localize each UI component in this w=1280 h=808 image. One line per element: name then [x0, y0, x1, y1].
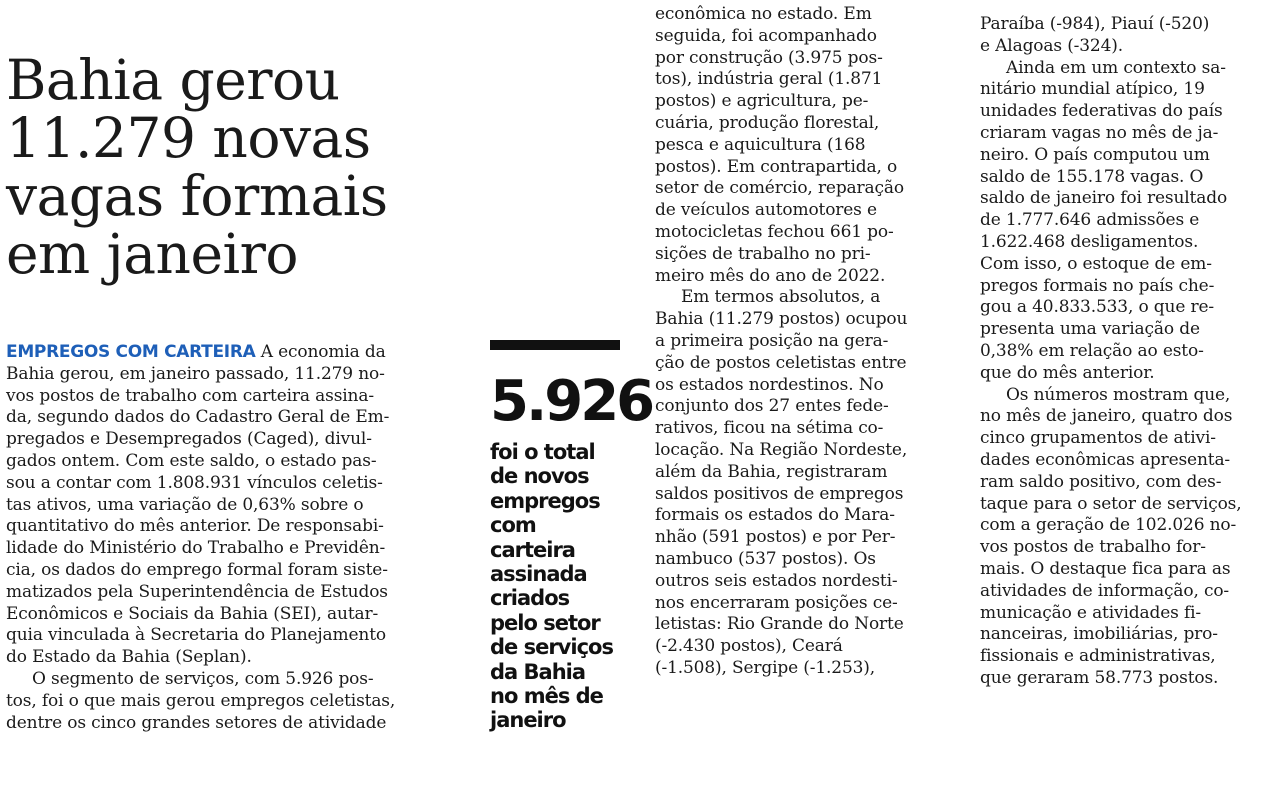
article-line: fissionais e administrativas, — [980, 646, 1216, 667]
article-line: saldos positivos de empregos — [655, 483, 904, 504]
article-line: postos) e agricultura, pe- — [655, 91, 869, 112]
pull-quote-line: assinada — [490, 562, 587, 587]
article-line: presenta uma variação de — [980, 319, 1200, 340]
article-line: além da Bahia, registraram — [655, 461, 888, 482]
article-line: vos postos de trabalho com carteira assina- — [6, 385, 374, 406]
headline-line: 11.279 novas — [6, 105, 371, 170]
article-line: outros seis estados nordesti- — [655, 570, 898, 591]
article-line: os estados nordestinos. No — [655, 374, 884, 395]
article-line: gou a 40.833.533, o que re- — [980, 297, 1214, 318]
article-line: Os números mostram que, — [1006, 384, 1231, 405]
article-line: nanceiras, imobiliárias, pro- — [980, 624, 1218, 645]
article-line: do Estado da Bahia (Seplan). — [6, 647, 252, 668]
article-line: saldo de janeiro foi resultado — [980, 188, 1228, 209]
article-line: econômica no estado. Em — [655, 4, 872, 24]
article-line: vos postos de trabalho for- — [980, 537, 1206, 558]
pull-quote-text — [490, 440, 630, 733]
pull-quote-line: foi o total — [490, 440, 595, 464]
pull-quote-line: empregos — [490, 488, 600, 513]
article-line: ram saldo positivo, com des- — [980, 471, 1222, 492]
pull-quote-line: de serviços — [490, 635, 613, 660]
article-line: de 1.777.646 admissões e — [980, 210, 1200, 231]
article-line: atividades de informação, co- — [980, 580, 1230, 601]
article-line: setor de comércio, reparação — [655, 178, 904, 199]
article-line: taque para o setor de serviços, — [980, 493, 1242, 514]
article-line: cia, os dados do emprego formal foram siste- — [6, 559, 388, 580]
article-line: nitário mundial atípico, 19 — [980, 79, 1205, 100]
article-line: que do mês anterior. — [980, 362, 1155, 383]
article-line: da, segundo dados do Cadastro Geral de Em- — [6, 407, 390, 428]
article-line: conjunto dos 27 entes fede- — [655, 396, 889, 417]
article-line: com a geração de 102.026 no- — [980, 515, 1237, 536]
pull-quote-line: da Bahia — [490, 659, 586, 684]
article-line: nambuco (537 postos). Os — [655, 548, 876, 569]
article-line: nhão (591 postos) e por Per- — [655, 527, 896, 548]
article-line: letistas: Rio Grande do Norte — [655, 614, 904, 635]
article-column-1 — [6, 342, 476, 734]
article-line: municação e atividades fi- — [980, 602, 1201, 623]
article-line: e Alagoas (-324). — [980, 35, 1124, 56]
pull-quote-line: carteira — [490, 537, 575, 562]
article-line: Com isso, o estoque de em- — [980, 253, 1212, 274]
article-line: quantitativo do mês anterior. De responsabi- — [6, 516, 384, 537]
pull-quote-line: criados — [490, 586, 570, 611]
article-line: formais os estados do Mara- — [655, 505, 895, 526]
article-line: por construção (3.975 pos- — [655, 47, 883, 68]
article-column-3 — [655, 4, 955, 680]
article-line: motocicletas fechou 661 po- — [655, 221, 894, 242]
pull-quote-line: janeiro — [490, 708, 566, 733]
headline-line: em janeiro — [6, 221, 298, 286]
article-line: tas ativos, uma variação de 0,63% sobre o — [6, 494, 364, 515]
article-line: saldo de 155.178 vagas. O — [980, 166, 1204, 187]
article-column-4 — [980, 14, 1275, 690]
headline-line: vagas formais — [6, 163, 388, 228]
article-line: pregados e Desempregados (Caged), divul- — [6, 429, 372, 450]
article-line: Ainda em um contexto sa- — [1006, 57, 1226, 78]
article-line: sições de trabalho no pri- — [655, 243, 871, 264]
article-line: no mês de janeiro, quatro dos — [980, 406, 1233, 427]
article-line: dentre os cinco grandes setores de atividade — [6, 712, 387, 733]
pull-quote-line: de novos — [490, 464, 589, 489]
article-line: ção de postos celetistas entre — [655, 352, 907, 373]
article-line: (-1.508), Sergipe (-1.253), — [655, 657, 876, 678]
article-line: cuária, produção florestal, — [655, 112, 880, 133]
article-line: rativos, ficou na sétima co- — [655, 418, 884, 439]
article-line: tos), indústria geral (1.871 — [655, 69, 883, 90]
article-line: postos). Em contrapartida, o — [655, 156, 898, 177]
article-line: gados ontem. Com este saldo, o estado pas- — [6, 450, 377, 471]
article-line: pregos formais no país che- — [980, 275, 1215, 296]
article-line — [6, 342, 476, 364]
article-line-text: A economia da — [255, 342, 386, 362]
article-line: Bahia gerou, em janeiro passado, 11.279 no- — [6, 363, 385, 384]
article-line: pesca e aquicultura (168 — [655, 134, 866, 155]
article-line: nos encerraram posições ce- — [655, 592, 898, 613]
article-line: Econômicos e Sociais da Bahia (SEI), autar- — [6, 603, 379, 624]
headline-line: Bahia gerou — [6, 47, 340, 112]
pull-quote — [490, 340, 653, 733]
article-line: meiro mês do ano de 2022. — [655, 265, 886, 286]
article-line: mais. O destaque fica para as — [980, 558, 1231, 579]
article-line: a primeira posição na gera- — [655, 330, 889, 351]
article-line: quia vinculada à Secretaria do Planejamento — [6, 625, 386, 646]
article-line: sou a contar com 1.808.931 vínculos celetis- — [6, 472, 383, 493]
article-line: matizados pela Superintendência de Estudos — [6, 581, 388, 602]
section-kicker: EMPREGOS COM CARTEIRA — [6, 342, 256, 362]
article-line: unidades federativas do país — [980, 101, 1223, 122]
article-line: 1.622.468 desligamentos. — [980, 231, 1199, 252]
pull-quote-line: pelo setor — [490, 610, 600, 635]
article-line: (-2.430 postos), Ceará — [655, 636, 843, 657]
article-line: 0,38% em relação ao esto- — [980, 340, 1204, 361]
pull-quote-number: 5.926 — [490, 369, 653, 434]
article-line: Bahia (11.279 postos) ocupou — [655, 309, 908, 330]
pull-quote-line: no mês de — [490, 684, 603, 709]
article-line: seguida, foi acompanhado — [655, 25, 877, 46]
article-line: lidade do Ministério do Trabalho e Previdên- — [6, 538, 386, 559]
article-line: locação. Na Região Nordeste, — [655, 439, 908, 460]
pull-quote-line: com — [490, 513, 536, 538]
article-line: que geraram 58.773 postos. — [980, 667, 1219, 688]
article-line: dades econômicas apresenta- — [980, 449, 1231, 470]
headline — [6, 47, 476, 286]
article-line: O segmento de serviços, com 5.926 pos- — [32, 668, 374, 689]
article-line: criaram vagas no mês de ja- — [980, 122, 1219, 143]
article-line: neiro. O país computou um — [980, 144, 1210, 165]
pull-quote-bar — [490, 340, 620, 350]
article-line: Em termos absolutos, a — [681, 287, 881, 308]
article-line: de veículos automotores e — [655, 200, 877, 221]
article-line: tos, foi o que mais gerou empregos celetistas, — [6, 690, 396, 711]
article-line: cinco grupamentos de ativi- — [980, 428, 1216, 449]
article-line: Paraíba (-984), Piauí (-520) — [980, 14, 1210, 34]
